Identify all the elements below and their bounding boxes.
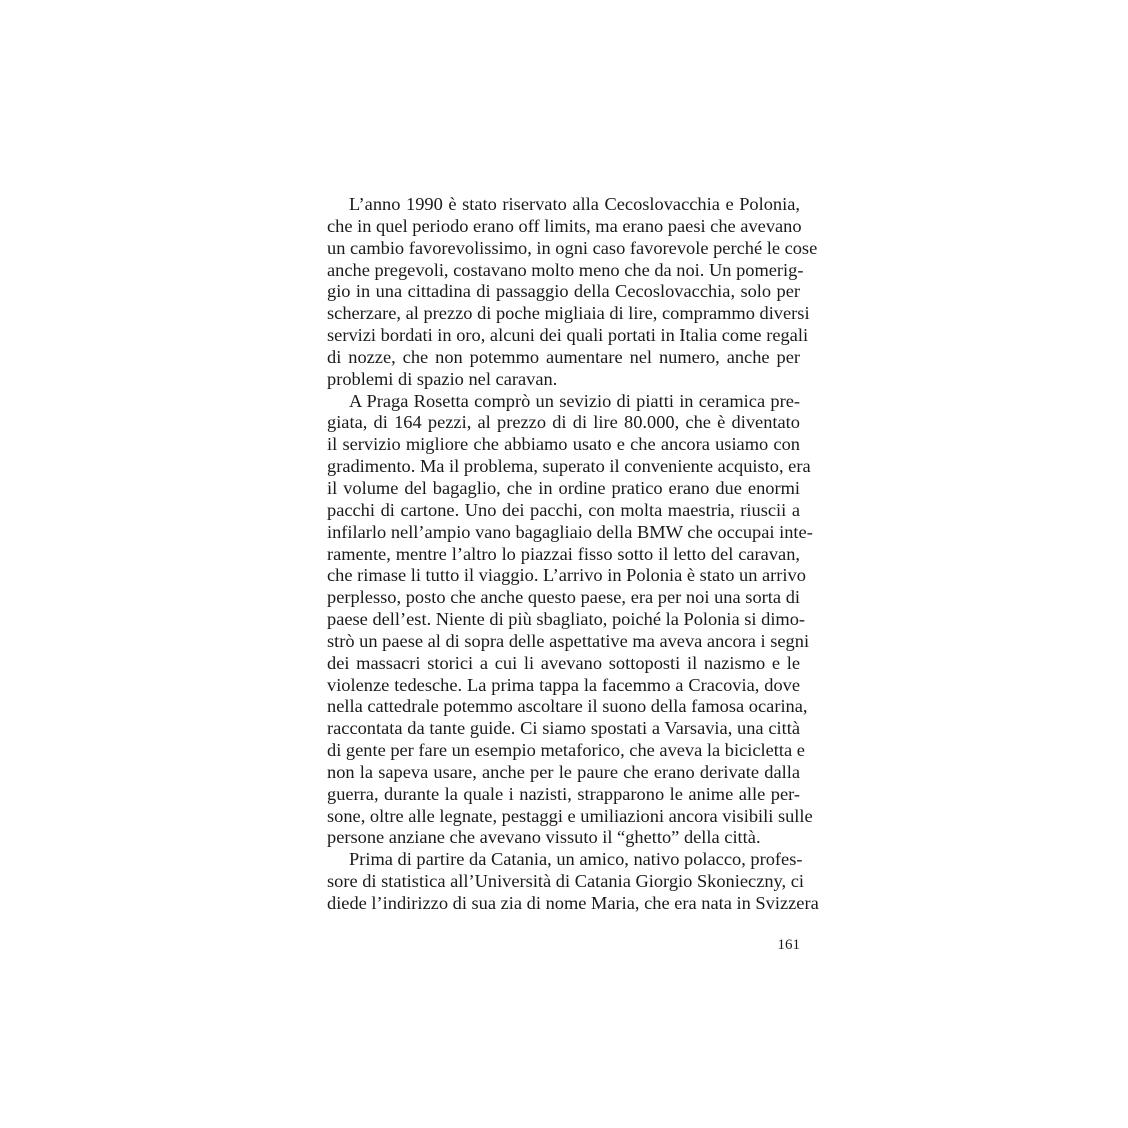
text-line: che rimase li tutto il viaggio. L’arrivo in Polonia è stato un arrivo [327, 565, 806, 586]
text-line: persone anziane che avevano vissuto il “ghetto” della città. [327, 827, 761, 848]
text-line: ramente, mentre l’altro lo piazzai fisso sotto il letto del caravan, [327, 543, 800, 564]
page-number: 161 [777, 937, 800, 953]
text-line: nella cattedrale potemmo ascoltare il suono della famosa ocarina, [327, 696, 808, 717]
text-line: A Praga Rosetta comprò un sevizio di piatti in ceramica pre- [349, 390, 800, 411]
text-line: sone, oltre alle legnate, pestaggi e umiliazioni ancora visibili sulle [327, 805, 813, 826]
text-line: gradimento. Ma il problema, superato il conveniente acquisto, era [327, 456, 811, 477]
text-line: giata, di 164 pezzi, al prezzo di di lire 80.000, che è diventato [327, 412, 800, 433]
text-line: paese dell’est. Niente di più sbagliato, poiché la Polonia si dimo- [327, 609, 806, 630]
text-line: pacchi di cartone. Uno dei pacchi, con molta maestria, riuscii a [327, 499, 800, 520]
text-line: Prima di partire da Catania, un amico, nativo polacco, profes- [349, 849, 803, 870]
text-line: infilarlo nell’ampio vano bagagliaio della BMW che occupai inte- [327, 521, 813, 542]
text-line: violenze tedesche. La prima tappa la facemmo a Cracovia, dove [327, 674, 800, 695]
text-line: dei massacri storici a cui li avevano sottoposti il nazismo e le [327, 652, 800, 673]
text-line: anche pregevoli, costavano molto meno che da noi. Un pomerig- [327, 259, 804, 280]
text-line: L’anno 1990 è stato riservato alla Cecoslovacchia e Polonia, [349, 194, 800, 214]
text-line: di nozze, che non potemmo aumentare nel numero, anche per [327, 346, 800, 367]
text-line: il volume del bagaglio, che in ordine pratico erano due enormi [327, 477, 800, 498]
text-line: sore di statistica all’Università di Catania Giorgio Skonieczny, ci [327, 871, 805, 892]
body-text [327, 194, 819, 915]
text-line: non la sapeva usare, anche per le paure che erano derivate dalla [327, 761, 800, 782]
text-line: servizi bordati in oro, alcuni dei quali portati in Italia come regali [327, 325, 809, 346]
text-line: il servizio migliore che abbiamo usato e che ancora usiamo con [327, 434, 800, 455]
text-line: diede l’indirizzo di sua zia di nome Maria, che era nata in Svizzera [327, 893, 819, 913]
text-line: di gente per fare un esempio metaforico, che aveva la bicicletta e [327, 740, 805, 761]
text-line: raccontata da tante guide. Ci siamo spostati a Varsavia, una città [327, 718, 800, 739]
text-line: gio in una cittadina di passaggio della Cecoslovacchia, solo per [327, 281, 800, 302]
text-line: perplesso, posto che anche questo paese, era per noi una sorta di [327, 587, 800, 608]
text-line: strò un paese al di sopra delle aspettative ma aveva ancora i segni [327, 630, 810, 651]
text-line: un cambio favorevolissimo, in ogni caso favorevole perché le cose [327, 237, 818, 258]
text-line: che in quel periodo erano off limits, ma erano paesi che avevano [327, 215, 802, 236]
text-line: scherzare, al prezzo di poche migliaia di lire, comprammo diversi [327, 303, 810, 324]
text-line: guerra, durante la quale i nazisti, strapparono le anime alle per- [327, 783, 800, 804]
text-line: problemi di spazio nel caravan. [327, 368, 558, 389]
